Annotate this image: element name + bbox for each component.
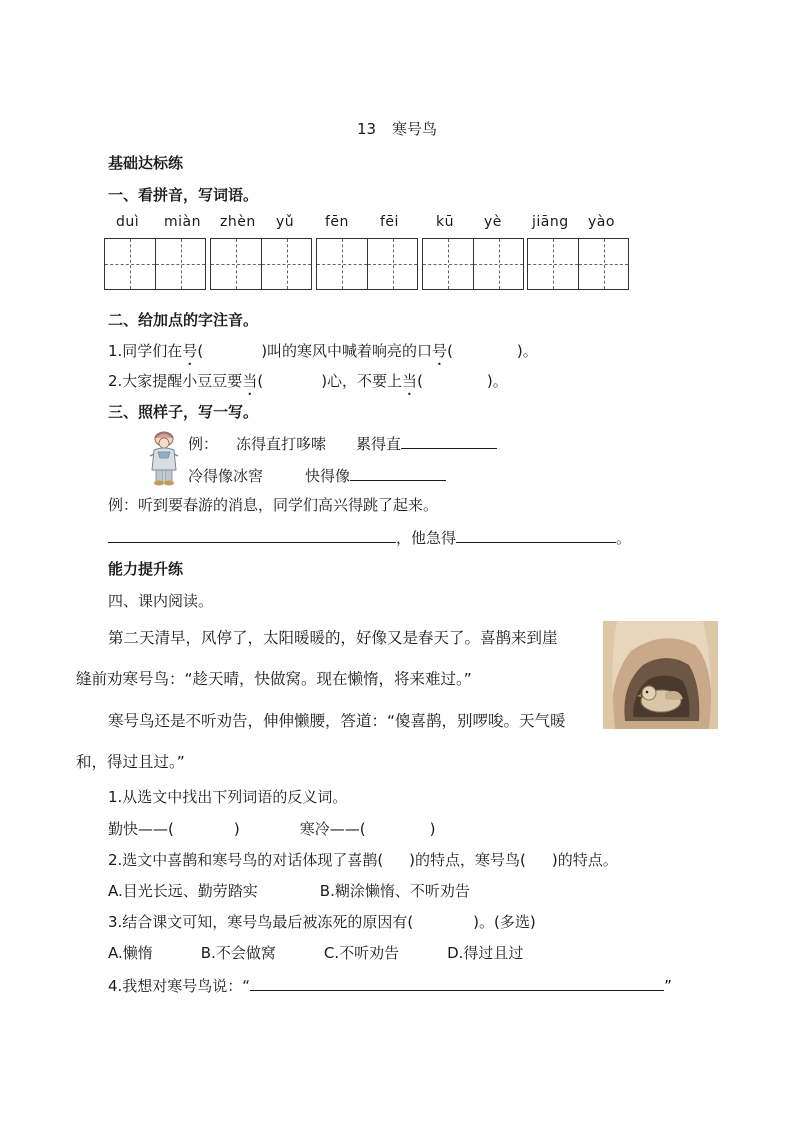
option-b[interactable]: B.糊涂懒惰、不听劝告 <box>319 882 470 900</box>
q1-heading: 一、看拼音，写词语。 <box>108 186 259 204</box>
lesson-title <box>0 118 794 139</box>
pinyin-4a: kū <box>436 214 454 230</box>
option-b[interactable]: B.不会做窝 <box>200 944 276 962</box>
option-c[interactable]: C.不听劝告 <box>323 944 400 962</box>
answer-line[interactable] <box>456 526 616 543</box>
lesson-number: 13 <box>356 120 377 138</box>
q4-sub1: 1.从选文中找出下列词语的反义词。 <box>108 788 348 806</box>
answer-line[interactable] <box>350 464 446 481</box>
q3-example-row1: 例： 冻得直打哆嗦 累得直 <box>188 432 497 454</box>
passage-line-3: 寒号鸟还是不听劝告，伸伸懒腰，答道：“傻喜鹊，别啰唆。天气暖 <box>108 712 566 730</box>
pinyin-3b: fēi <box>380 214 399 230</box>
passage-line-4: 和，得过且过。” <box>76 753 185 771</box>
option-a[interactable]: A.懒惰 <box>108 944 153 962</box>
child-in-winter-icon <box>146 430 182 486</box>
pinyin-5b: yào <box>588 214 615 230</box>
option-d[interactable]: D.得过且过 <box>447 944 524 962</box>
q4-sub3: 3.结合课文可知，寒号鸟最后被冻死的原因有( )。(多选) <box>108 913 536 931</box>
writing-grid-2[interactable] <box>210 238 312 290</box>
answer-line[interactable] <box>108 526 396 543</box>
q4-heading: 四、课内阅读。 <box>108 592 214 610</box>
writing-grid-1[interactable] <box>104 238 206 290</box>
pinyin-2a: zhèn <box>220 214 256 230</box>
q3-example-row2: 冷得像冰窖 快得像 <box>188 464 446 486</box>
q4-sub2-options <box>108 880 470 901</box>
option-a[interactable]: A.目光长远、勤劳踏实 <box>108 882 258 900</box>
section-basic: 基础达标练 <box>108 154 184 172</box>
writing-grid-3[interactable] <box>316 238 418 290</box>
lesson-name: 寒号鸟 <box>392 120 438 138</box>
writing-grid-5[interactable] <box>527 238 629 290</box>
q4-sub3-options <box>108 942 523 963</box>
q4-sub2: 2.选文中喜鹊和寒号鸟的对话体现了喜鹊( )的特点，寒号鸟( )的特点。 <box>108 851 618 869</box>
answer-line[interactable] <box>401 432 497 449</box>
q4-sub1-blanks: 勤快——( ) 寒冷——( ) <box>108 820 436 838</box>
pinyin-3a: fēn <box>325 214 349 230</box>
cold-bird-illustration <box>603 621 718 729</box>
q2-line2: 2.大家提醒小豆豆要当( )心，不要上当( )。 <box>108 372 508 390</box>
pinyin-1a: duì <box>116 214 140 230</box>
q4-sub4: 4.我想对寒号鸟说：“ ” <box>108 974 672 996</box>
pinyin-4b: yè <box>484 214 502 230</box>
pinyin-1b: miàn <box>164 214 201 230</box>
passage-line-2: 缝前劝寒号鸟：“趁天晴，快做窝。现在懒惰，将来难过。” <box>76 670 472 688</box>
q3-fill-line: ，他急得 。 <box>108 526 631 548</box>
pinyin-2b: yǔ <box>276 214 295 230</box>
q3-example-sentence: 例：听到要春游的消息，同学们高兴得跳了起来。 <box>108 496 439 514</box>
section-advanced: 能力提升练 <box>108 560 184 578</box>
pinyin-5a: jiāng <box>532 214 569 230</box>
q2-heading: 二、给加点的字注音。 <box>108 311 259 329</box>
writing-grid-4[interactable] <box>422 238 524 290</box>
passage-line-1: 第二天清早，风停了，太阳暖暖的，好像又是春天了。喜鹊来到崖 <box>108 629 558 647</box>
answer-line[interactable] <box>250 974 664 991</box>
q3-heading: 三、照样子，写一写。 <box>108 403 259 421</box>
q2-line1: 1.同学们在号( )叫的寒风中喊着响亮的口号( )。 <box>108 342 538 360</box>
